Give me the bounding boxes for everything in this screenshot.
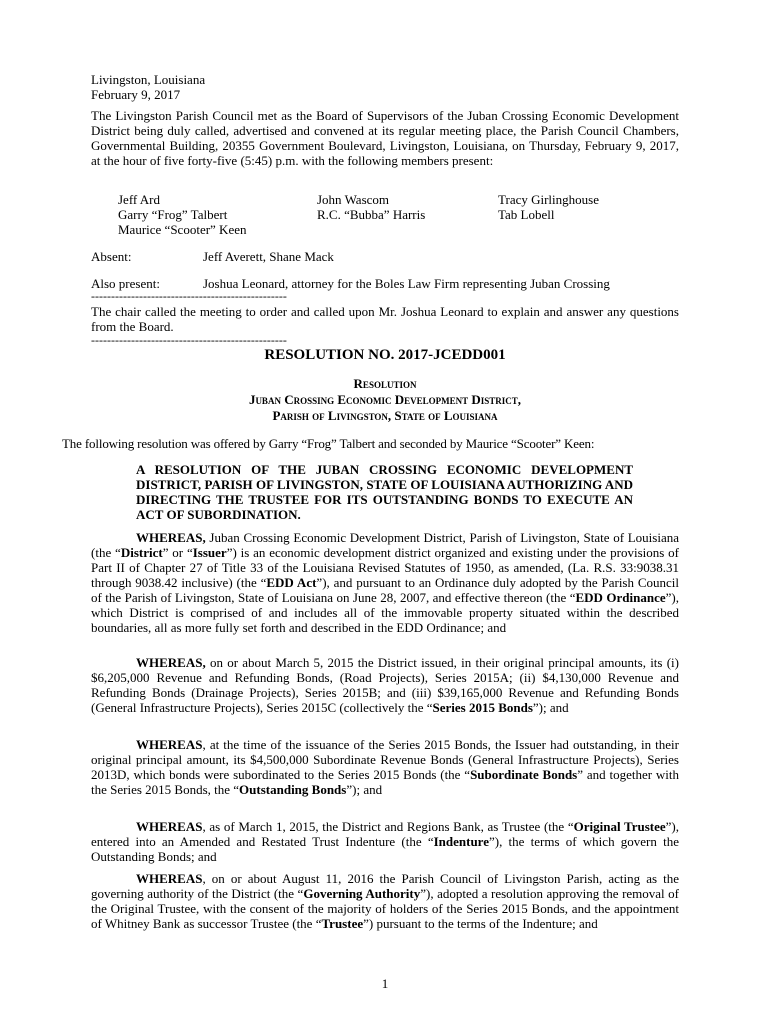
defined-term: Subordinate Bonds (470, 767, 578, 782)
paragraph-text: ” or “ (162, 545, 193, 560)
resolution-heading-line3: Parish of Livingston, State of Louisiana (272, 408, 498, 423)
resolution-heading-line2: Juban Crossing Economic Development District, (248, 392, 522, 407)
member-name: Maurice “Scooter” Keen (118, 222, 247, 237)
paragraph-text: ” and together with the Series 2015 Bonds, the “ (91, 767, 680, 797)
paragraph-text: Juban Crossing Economic Development District, Parish of Livingston, State of Louisiana (the “ (91, 530, 679, 560)
paragraph-text: ”) pursuant to the terms of the Indenture; and (363, 916, 598, 931)
members-column-1 (118, 192, 247, 237)
member-name: Tracy Girlinghouse (498, 192, 599, 207)
paragraph-text: ”), adopted a resolution approving the removal of the Original Trustee, with the consent of the majority of holders of the Series 2015 Bonds, and the appointment of Whitney Bank as successor Trustee (the “ (91, 886, 679, 931)
defined-term: Trustee (321, 916, 364, 931)
paragraph-text: ”), which District is comprised of and includes all of the immovable property situated within the described boundaries, all as more fully set forth and described in the EDD Ordinance; and (91, 590, 679, 635)
whereas-lead: WHEREAS, (136, 655, 206, 670)
absent-label: Absent: (91, 249, 132, 264)
defined-term: Outstanding Bonds (239, 782, 347, 797)
page-number: 1 (381, 976, 389, 991)
paragraph-text: ”); and (532, 700, 569, 715)
member-name: John Wascom (317, 192, 390, 207)
whereas-paragraph-4 (91, 819, 679, 864)
member-name: Tab Lobell (498, 207, 555, 222)
paragraph-text: ”), the terms of which govern the Outstanding Bonds; and (91, 834, 679, 864)
paragraph-text: , on or about August 11, 2016 the Parish Council of Livingston Parish, acting as the governing authority of the District (the “ (91, 871, 679, 901)
whereas-paragraph-5 (91, 871, 679, 931)
resolution-number: RESOLUTION NO. 2017-JCEDD001 (264, 347, 506, 363)
chair-paragraph: The chair called the meeting to order and called upon Mr. Joshua Leonard to explain and answer any questions from the Board. (91, 304, 679, 334)
resolution-heading-line1: Resolution (353, 376, 417, 391)
member-name: Garry “Frog” Talbert (118, 207, 228, 222)
separator-line: ------------------------------------------------- (91, 333, 287, 347)
paragraph-text: ”); and (346, 782, 383, 797)
defined-term: EDD Ordinance (575, 590, 666, 605)
intro-paragraph: The Livingston Parish Council met as the Board of Supervisors of the Juban Crossing Economic Development District being duly called, advertised and convened at its regular meeting place, the Parish Council Chambers, Governmental Building, 20355 Government Boulevard, Livingston, Louisiana, on Thursday, February 9, 2017, at the hour of five forty-five (5:45) p.m. with the following members present: (91, 108, 679, 168)
whereas-paragraph-1 (91, 530, 679, 635)
defined-term: Indenture (433, 834, 489, 849)
defined-term: District (120, 545, 163, 560)
paragraph-text: on or about March 5, 2015 the District issued, in their original principal amounts, its (i) $6,205,000 Revenue and Refunding Bonds, (Road Projects), Series 2015A; (ii) $4,130,000 Revenue and Refunding Bonds (Drainage Projects), Series 2015B; and (iii) $39,165,000 Revenue and Refunding Bonds (General Infrastructure Projects), Series 2015C (collectively the “ (91, 655, 679, 715)
paragraph-text: ”), entered into an Amended and Restated Trust Indenture (the “ (91, 819, 679, 849)
member-name: Jeff Ard (118, 192, 161, 207)
members-column-3 (498, 192, 599, 222)
paragraph-text: ”) is an economic development district organized and existing under the provisions of Part II of Chapter 27 of Title 33 of the Louisiana Revised Statutes of 1950, as amended, (La. R.S. 33:9038.31 through 9038.42 inclusive) (the “ (91, 545, 679, 590)
defined-term: Issuer (192, 545, 227, 560)
paragraph-text: , as of March 1, 2015, the District and Regions Bank, as Trustee (the “ (202, 819, 574, 834)
offered-by-line: The following resolution was offered by Garry “Frog” Talbert and seconded by Maurice “Scooter” Keen: (62, 436, 595, 451)
separator-line: ------------------------------------------------- (91, 289, 287, 303)
members-column-2 (317, 192, 425, 222)
whereas-lead: WHEREAS (136, 871, 203, 886)
paragraph-text: ”), and pursuant to an Ordinance duly adopted by the Parish Council of the Parish of Livingston, State of Louisiana on June 28, 2007, and effective thereon (the “ (91, 575, 679, 605)
defined-term: EDD Act (266, 575, 317, 590)
absent-value: Jeff Averett, Shane Mack (203, 249, 334, 264)
also-present-value: Joshua Leonard, attorney for the Boles Law Firm representing Juban Crossing (203, 276, 610, 291)
defined-term: Series 2015 Bonds (432, 700, 533, 715)
whereas-lead: WHEREAS (136, 737, 203, 752)
also-present-label: Also present: (91, 276, 160, 291)
whereas-paragraph-3 (91, 737, 679, 797)
header-location: Livingston, Louisiana (91, 72, 206, 87)
whereas-lead: WHEREAS (136, 819, 203, 834)
defined-term: Governing Authority (303, 886, 421, 901)
header-date: February 9, 2017 (91, 87, 181, 102)
paragraph-text: , at the time of the issuance of the Series 2015 Bonds, the Issuer had outstanding, in their original principal amount, its $4,500,000 Subordinate Revenue Bonds (General Infrastructure Projects), Series 2013D, which bonds were subordinated to the Series 2015 Bonds (the “ (91, 737, 679, 782)
whereas-paragraph-2 (91, 655, 679, 715)
member-name: R.C. “Bubba” Harris (317, 207, 426, 222)
whereas-lead: WHEREAS, (136, 530, 206, 545)
resolution-caption: A RESOLUTION OF THE JUBAN CROSSING ECONOMIC DEVELOPMENT DISTRICT, PARISH OF LIVINGSTON, STATE OF LOUISIANA AUTHORIZING AND DIRECTING THE TRUSTEE FOR ITS OUTSTANDING BONDS TO EXECUTE AN ACT OF SUBORDINATION. (136, 462, 633, 522)
defined-term: Original Trustee (573, 819, 666, 834)
